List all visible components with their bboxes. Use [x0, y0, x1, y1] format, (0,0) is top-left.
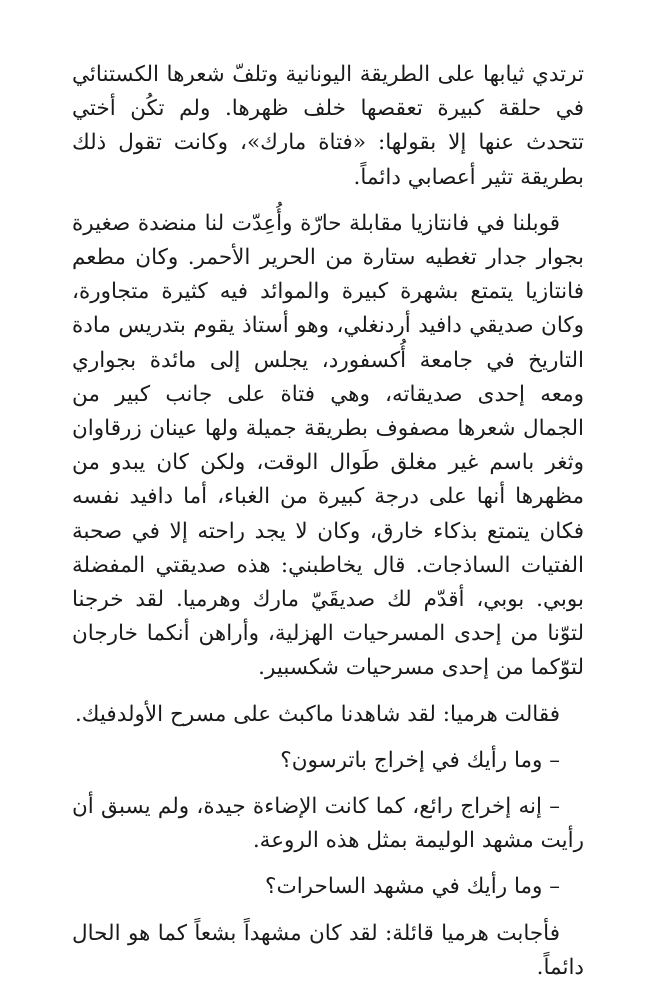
- dialogue-line-2: – إنه إخراج رائع، كما كانت الإضاءة جيدة، ولم يسبق أن رأيت مشهد الوليمة بمثل هذه الروعة.: [72, 794, 584, 854]
- dialogue-line-3: – وما رأيك في مشهد الساحرات؟: [265, 874, 560, 900]
- paragraph-2: قوبلنا في فانتازيا مقابلة حارّة وأُعِدّت لنا منضدة صغيرة بجوار جدار تغطيه ستارة من الحرير الأحمر. وكان مطعم فانتازيا يتمتع بشهرة كبيرة والموائد فيه كثيرة متجاورة، وكان صديقي دافيد أردنغلي، وهو أستاذ يقوم بتدريس مادة التاريخ في جامعة أُكسفورد، يجلس إلى مائدة بجواري ومعه إحدى صديقاته، وهي فتاة على جانب كبير من الجمال شعرها مصفوف بطريقة جميلة ولها عينان زرقاوان وثغر باسم غير مغلق طَوال الوقت، ولكن كان يبدو من مظهرها أنها على درجة كبيرة من الغباء، أما دافيد نفسه فكان يتمتع بذكاء خارق، وكان لا يجد راحته إلا في صحبة الفتيات الساذجات. قال يخاطبني: هذه صديقتي المفضلة بوبي. بوبي، أقدّم لك صديقَيّ مارك وهرميا. لقد خرجنا لتوّنا من إحدى المسرحيات الهزلية، وأراهن أنكما خارجان لتوّكما من إحدى مسرحيات شكسبير.: [72, 210, 584, 681]
- book-page: [72, 58, 584, 985]
- dialogue-line-1: – وما رأيك في إخراج باترسون؟: [280, 747, 560, 773]
- paragraph-1: ترتدي ثيابها على الطريقة اليونانية وتلفّ شعرها الكستنائي في حلقة كبيرة تعقصها خلف ظهرها. ولم تكُن أختي تتحدث عنها إلا بقولها: «فتاة مارك»، وكانت تقول ذلك بطريقة تثير أعصابي دائماً.: [72, 62, 584, 190]
- paragraph-3: فقالت هرميا: لقد شاهدنا ماكبث على مسرح الأولدفيك.: [74, 701, 560, 727]
- paragraph-final: فأجابت هرميا قائلة: لقد كان مشهداً بشعاً كما هو الحال دائماً.: [72, 920, 584, 980]
